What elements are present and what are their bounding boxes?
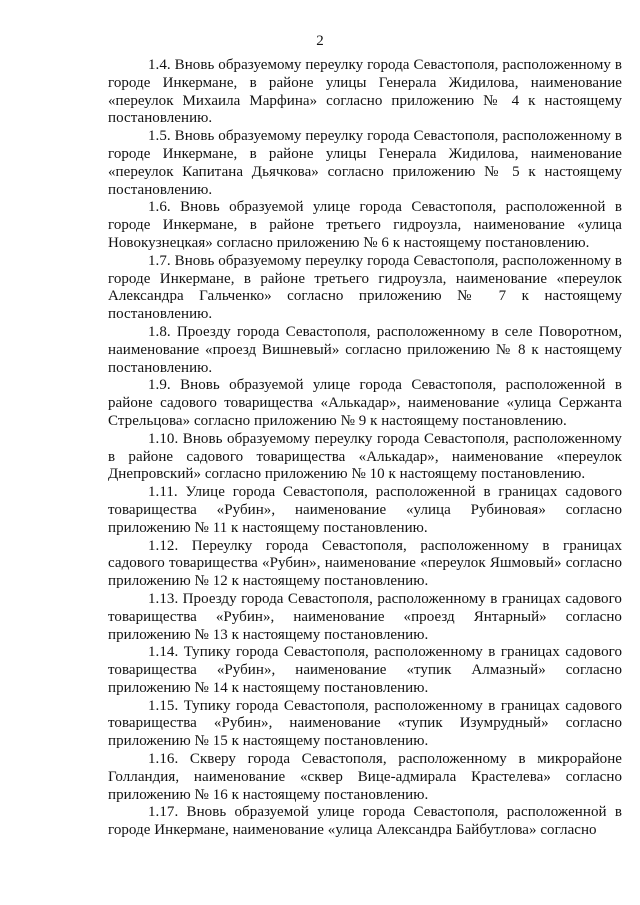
document-body <box>108 57 622 840</box>
paragraph-1-10: 1.10. Вновь образуемому переулку города Севастополя, расположенному в районе садового товарищества «Алькадар», наименование «переулок Днепровский» согласно приложению № 10 к настоящему постановлению. <box>108 430 622 483</box>
paragraph-1-16: 1.16. Скверу города Севастополя, расположенному в микрорайоне Голландия, наименование «сквер Вице-адмирала Крастелева» согласно приложению № 16 к настоящему постановлению. <box>108 751 622 803</box>
paragraph-1-14: 1.14. Тупику города Севастополя, расположенному в границах садового товарищества «Рубин», наименование «тупик Алмазный» согласно приложению № 14 к настоящему постановлению. <box>108 644 622 696</box>
paragraph-1-6: 1.6. Вновь образуемой улице города Севастополя, расположенной в городе Инкермане, в районе третьего гидроузла, наименование «улица Новокузнецкая» согласно приложению № 6 к настоящему постановлению. <box>108 199 622 251</box>
page-number: 2 <box>316 33 324 49</box>
paragraph-1-17: 1.17. Вновь образуемой улице города Севастополя, расположенной в городе Инкермане, наименование «улица Александра Байбутлова» согласно <box>108 804 622 839</box>
paragraph-1-11: 1.11. Улице города Севастополя, расположенной в границах садового товарищества «Рубин», наименование «улица Рубиновая» согласно приложению № 11 к настоящему постановлению. <box>108 484 622 536</box>
paragraph-1-12: 1.12. Переулку города Севастополя, расположенному в границах садового товарищества «Рубин», наименование «переулок Яшмовый» согласно приложению № 12 к настоящему постановлению. <box>108 537 622 590</box>
paragraph-1-4: 1.4. Вновь образуемому переулку города Севастополя, расположенному в городе Инкермане, в районе улицы Генерала Жидилова, наименование «переулок Михаила Марфина» согласно приложению № 4 к настоящему постановлению. <box>108 57 622 127</box>
paragraph-1-15: 1.15. Тупику города Севастополя, расположенному в границах садового товарищества «Рубин», наименование «тупик Изумрудный» согласно приложению № 15 к настоящему постановлению. <box>108 697 622 750</box>
paragraph-1-7: 1.7. Вновь образуемому переулку города Севастополя, расположенному в городе Инкермане, в районе третьего гидроузла, наименование «переулок Александра Гальченко» согласно приложению № 7 к настоящему постановлению. <box>108 252 622 323</box>
paragraph-1-8: 1.8. Проезду города Севастополя, расположенному в селе Поворотном, наименование «проезд Вишневый» согласно приложению № 8 к настоящему постановлению. <box>108 323 622 376</box>
paragraph-1-5: 1.5. Вновь образуемому переулку города Севастополя, расположенному в городе Инкермане, в районе улицы Генерала Жидилова, наименование «переулок Капитана Дьячкова» согласно приложению № 5 к настоящему постановлению. <box>108 128 622 198</box>
paragraph-1-9: 1.9. Вновь образуемой улице города Севастополя, расположенной в районе садового товарищества «Алькадар», наименование «улица Сержанта Стрельцова» согласно приложению № 9 к настоящему постановлению. <box>108 377 622 429</box>
paragraph-1-13: 1.13. Проезду города Севастополя, расположенному в границах садового товарищества «Рубин», наименование «проезд Янтарный» согласно приложению № 13 к настоящему постановлению. <box>108 590 622 643</box>
